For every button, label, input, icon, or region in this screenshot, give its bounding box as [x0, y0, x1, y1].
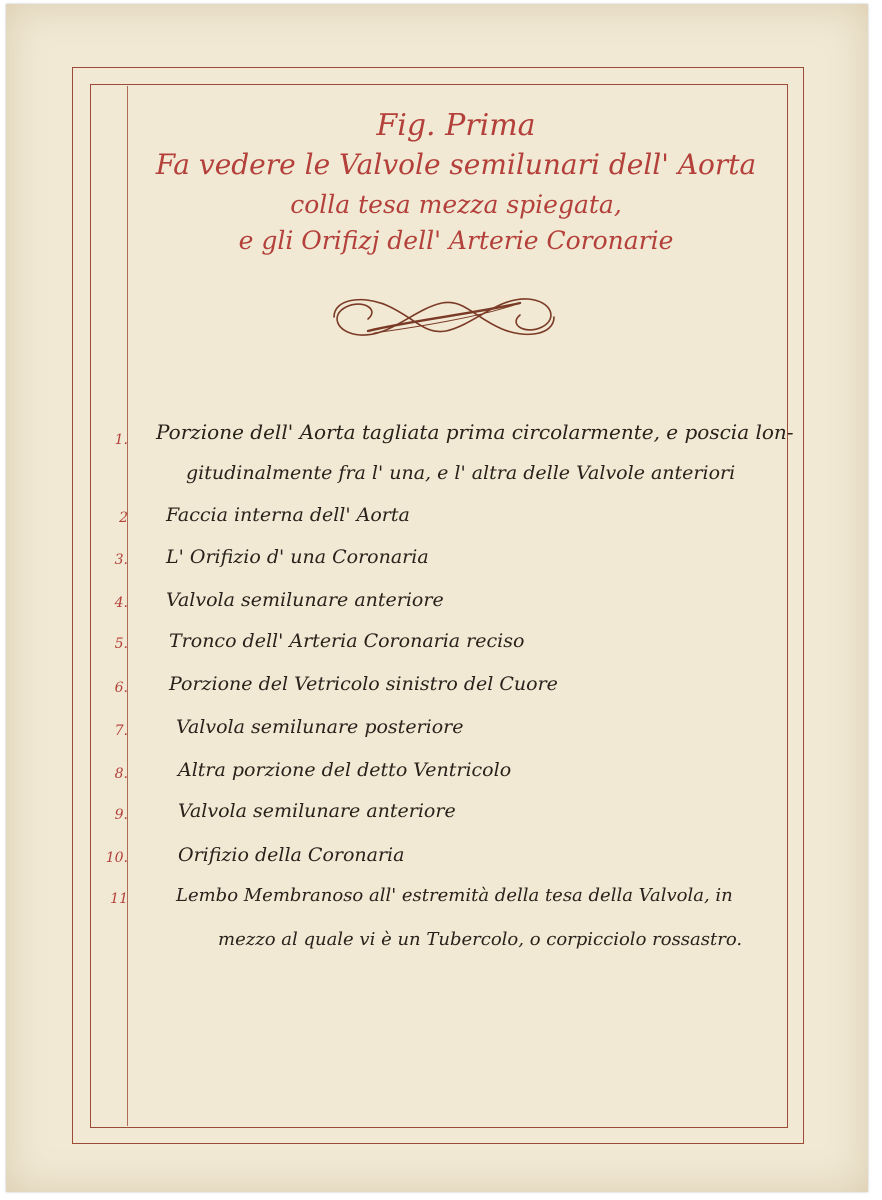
item-text: Valvola semilunare posteriore — [176, 716, 464, 738]
heading-line-1: Fa vedere le Valvole semilunari dell' Aorta — [155, 148, 757, 181]
item-number: 7. — [114, 723, 128, 739]
item-text-continued: gitudinalmente fra l' una, e l' altra delle Valvole anteriori — [186, 462, 736, 484]
item-number: 10. — [105, 850, 128, 866]
item-number: 3. — [114, 552, 128, 568]
item-number: 5. — [114, 636, 128, 652]
item-text: Faccia interna dell' Aorta — [166, 504, 410, 526]
item-text: L' Orifizio d' una Coronaria — [166, 546, 429, 568]
item-text: Porzione dell' Aorta tagliata prima circolarmente, e poscia lon- — [156, 420, 794, 444]
heading-line-2: colla tesa mezza spiegata, — [290, 190, 622, 219]
item-text: Orifizio della Coronaria — [178, 844, 405, 866]
item-text: Altra porzione del detto Ventricolo — [178, 759, 512, 781]
item-number: 8. — [114, 766, 128, 782]
item-text: Porzione del Vetricolo sinistro del Cuore — [169, 673, 558, 695]
item-text: Tronco dell' Arteria Coronaria reciso — [169, 630, 525, 652]
item-text: Valvola semilunare anteriore — [178, 800, 456, 822]
manuscript-page — [6, 4, 868, 1192]
item-text: Valvola semilunare anteriore — [166, 589, 444, 611]
item-number: 9. — [114, 807, 128, 823]
item-number: 2 — [119, 510, 128, 526]
item-number: 4. — [114, 595, 128, 611]
item-text-continued: mezzo al quale vi è un Tubercolo, o corpicciolo rossastro. — [218, 929, 743, 950]
figure-title: Fig. Prima — [376, 108, 536, 143]
item-text: Lembo Membranoso all' estremità della tesa della Valvola, in — [176, 885, 733, 906]
heading-line-3: e gli Orifizj dell' Arterie Coronarie — [238, 226, 674, 255]
item-number: 1. — [114, 432, 128, 448]
flourish-ornament — [328, 291, 560, 343]
item-number: 11 — [110, 891, 128, 907]
item-number: 6. — [114, 680, 128, 696]
